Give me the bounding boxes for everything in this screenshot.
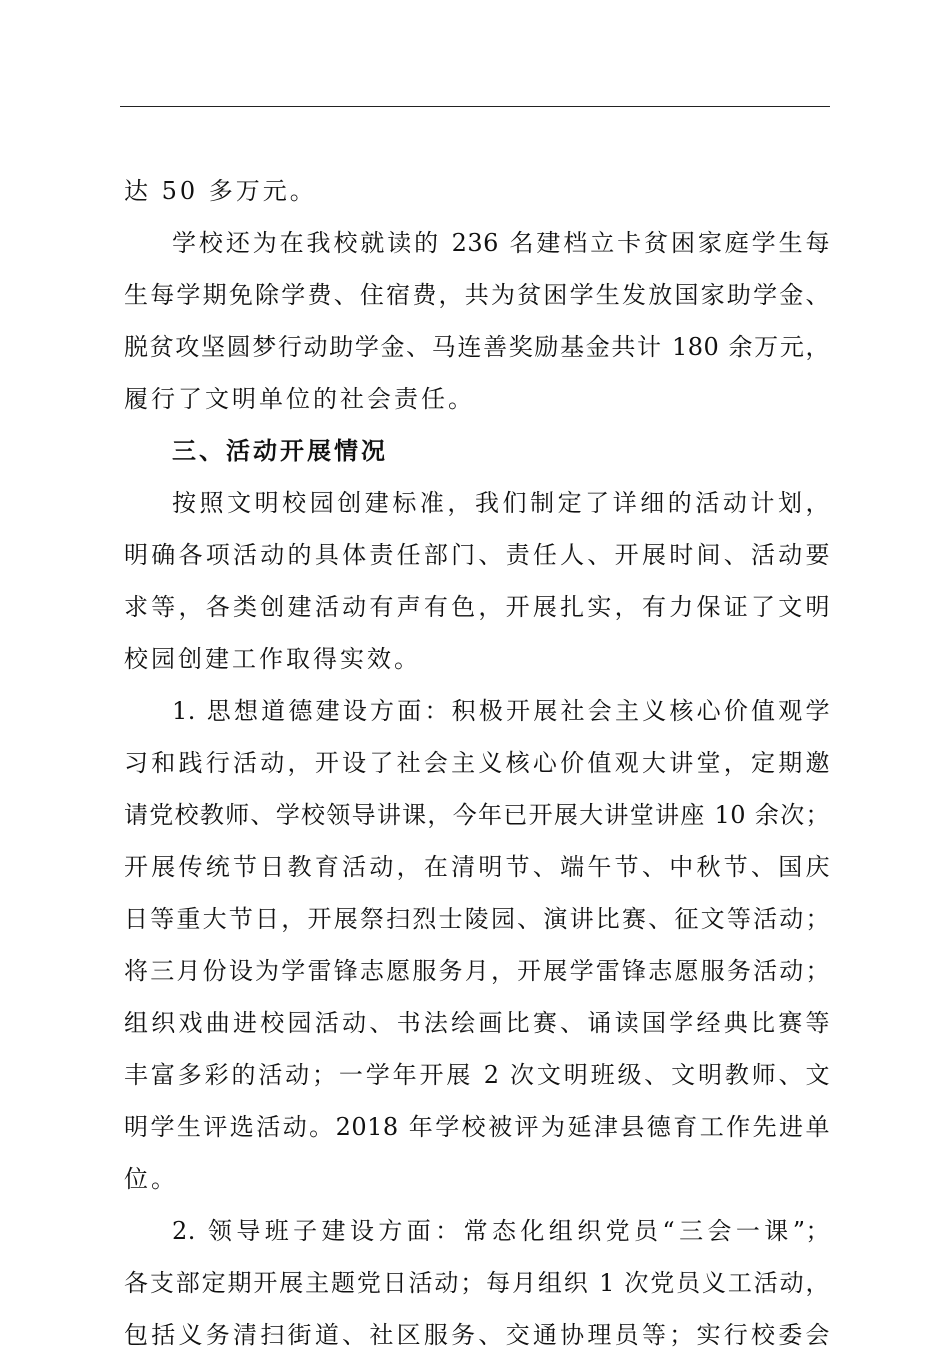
text-line: 将三月份设为学雷锋志愿服务月，开展学雷锋志愿服务活动；: [124, 957, 830, 985]
text-line: 日等重大节日，开展祭扫烈士陵园、演讲比赛、征文等活动；: [124, 905, 830, 933]
text-line: 学校还为在我校就读的 236 名建档立卡贫困家庭学生每: [172, 229, 830, 257]
text-line: 位。: [124, 1165, 178, 1193]
text-line: 包括义务清扫街道、社区服务、交通协理员等；实行校委会: [124, 1321, 830, 1349]
text-line: 习和践行活动，开设了社会主义核心价值观大讲堂，定期邀: [124, 749, 830, 777]
header-rule: [120, 106, 830, 107]
text-line: 2. 领导班子建设方面：常态化组织党员“三会一课”；: [172, 1217, 830, 1245]
text-line: 校园创建工作取得实效。: [124, 645, 421, 673]
text-line: 各支部定期开展主题党日活动；每月组织 1 次党员义工活动，: [124, 1269, 830, 1297]
text-line: 履行了文明单位的社会责任。: [124, 385, 475, 413]
text-line: 脱贫攻坚圆梦行动助学金、马连善奖励基金共计 180 余万元，: [124, 333, 830, 361]
text-line: 组织戏曲进校园活动、书法绘画比赛、诵读国学经典比赛等: [124, 1009, 830, 1037]
text-line: 1. 思想道德建设方面：积极开展社会主义核心价值观学: [172, 697, 830, 725]
text-line: 明确各项活动的具体责任部门、责任人、开展时间、活动要: [124, 541, 830, 569]
text-line: 按照文明校园创建标准，我们制定了详细的活动计划，: [172, 489, 830, 517]
text-line: 求等，各类创建活动有声有色，开展扎实，有力保证了文明: [124, 593, 830, 621]
section-heading: 三、活动开展情况: [172, 437, 388, 465]
text-line: 明学生评选活动。2018 年学校被评为延津县德育工作先进单: [124, 1113, 830, 1141]
text-line: 丰富多彩的活动；一学年开展 2 次文明班级、文明教师、文: [124, 1061, 830, 1089]
text-line: 达 50 多万元。: [124, 177, 317, 205]
text-line: 生每学期免除学费、住宿费，共为贫困学生发放国家助学金、: [124, 281, 830, 309]
document-body: [124, 165, 830, 1361]
text-line: 请党校教师、学校领导讲课，今年已开展大讲堂讲座 10 余次；: [124, 801, 830, 829]
text-line: 开展传统节日教育活动，在清明节、端午节、中秋节、国庆: [124, 853, 830, 881]
